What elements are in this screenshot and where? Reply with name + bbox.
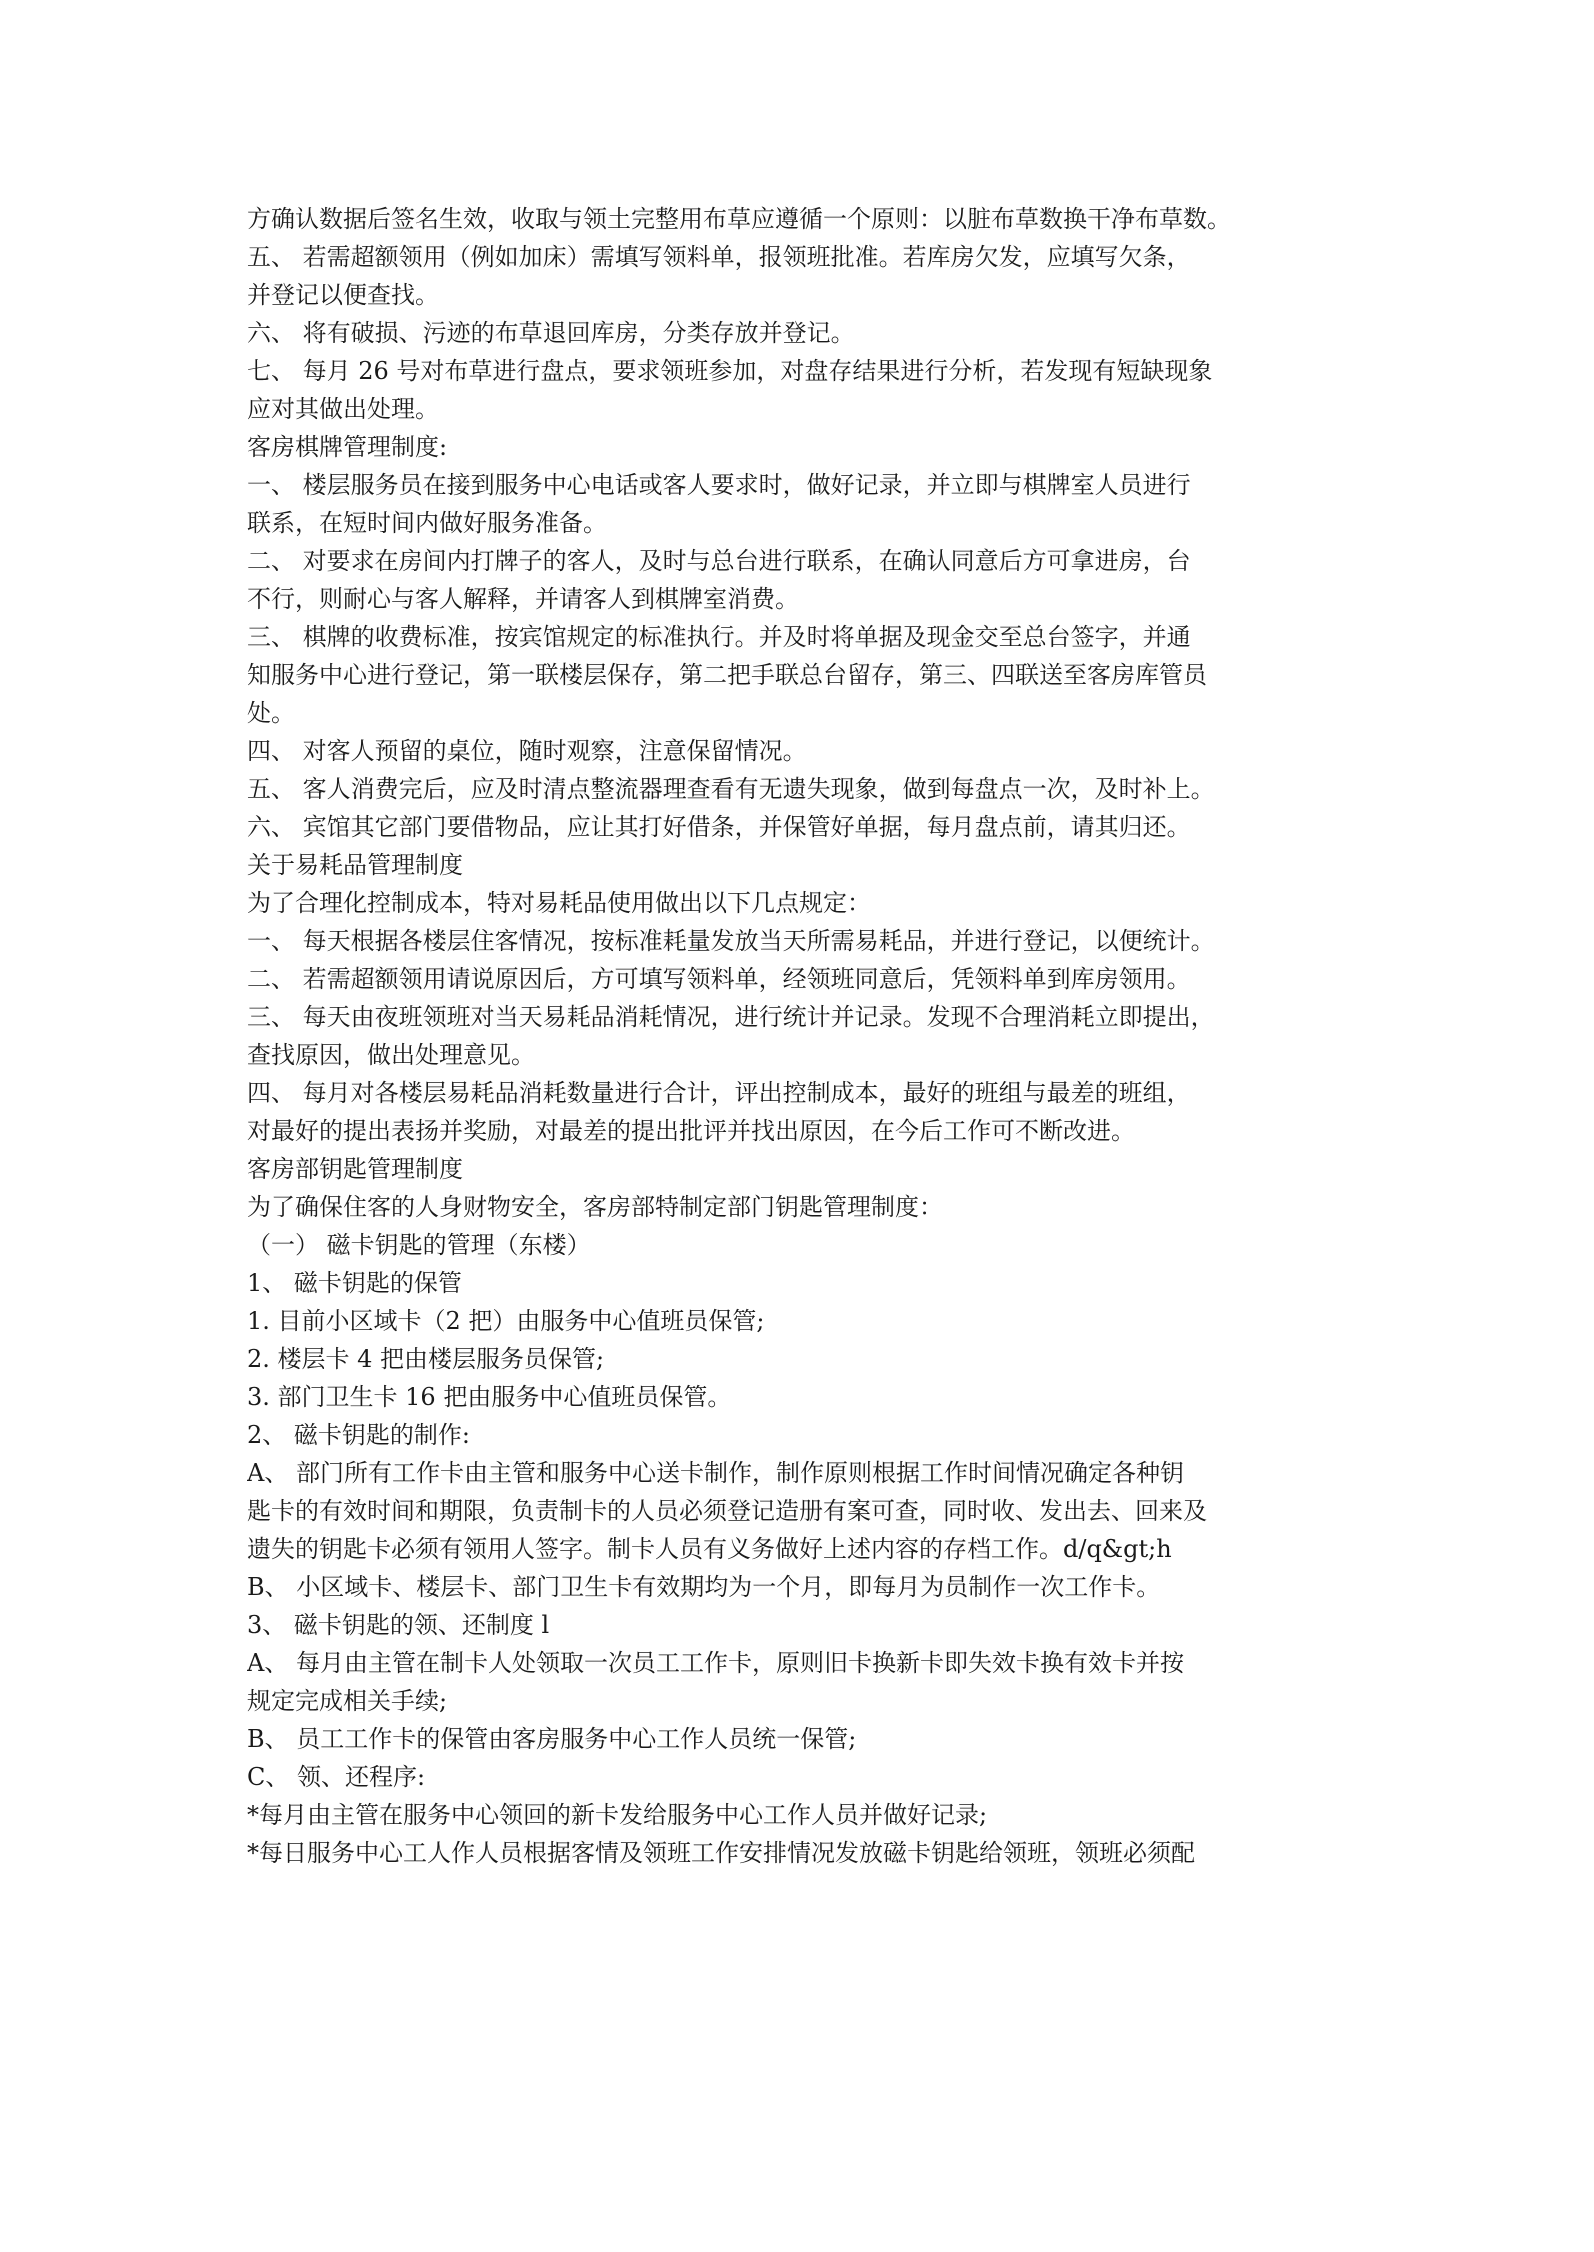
text-line: 匙卡的有效时间和期限，负责制卡的人员必须登记造册有案可查，同时收、发出去、回来及	[247, 1497, 1207, 1525]
text-line: 客房部钥匙管理制度	[247, 1155, 463, 1183]
text-line: 2、 磁卡钥匙的制作:	[247, 1421, 470, 1449]
text-line: *每月由主管在服务中心领回的新卡发给服务中心工作人员并做好记录;	[247, 1801, 988, 1829]
text-line: 查找原因，做出处理意见。	[247, 1041, 535, 1069]
text-line: B、 小区域卡、楼层卡、部门卫生卡有效期均为一个月，即每月为员制作一次工作卡。	[247, 1573, 1161, 1601]
text-line: 一、 楼层服务员在接到服务中心电话或客人要求时，做好记录，并立即与棋牌室人员进行	[247, 471, 1191, 499]
text-line: （一） 磁卡钥匙的管理（东楼）	[247, 1231, 591, 1259]
text-line: 二、 对要求在房间内打牌子的客人，及时与总台进行联系，在确认同意后方可拿进房，台	[247, 547, 1191, 575]
text-line: 联系，在短时间内做好服务准备。	[247, 509, 607, 537]
text-line: 方确认数据后签名生效，收取与领土完整用布草应遵循一个原则：以脏布草数换干净布草数。	[247, 205, 1231, 233]
text-line: 六、 宾馆其它部门要借物品，应让其打好借条，并保管好单据，每月盘点前，请其归还。	[247, 813, 1191, 841]
text-line: 遗失的钥匙卡必须有领用人签字。制卡人员有义务做好上述内容的存档工作。d/q&gt;h	[247, 1535, 1172, 1563]
document-body	[247, 200, 1365, 1872]
text-line: 对最好的提出表扬并奖励，对最差的提出批评并找出原因，在今后工作可不断改进。	[247, 1117, 1135, 1145]
text-line: *每日服务中心工人作人员根据客情及领班工作安排情况发放磁卡钥匙给领班，领班必须配	[247, 1839, 1195, 1867]
text-line: 客房棋牌管理制度:	[247, 433, 448, 461]
text-line: 2. 楼层卡 4 把由楼层服务员保管;	[247, 1345, 605, 1373]
text-line: 1、 磁卡钥匙的保管	[247, 1269, 462, 1297]
text-line: 四、 每月对各楼层易耗品消耗数量进行合计，评出控制成本，最好的班组与最差的班组，	[247, 1079, 1191, 1107]
text-line: 为了合理化控制成本，特对易耗品使用做出以下几点规定：	[247, 889, 871, 917]
text-line: 知服务中心进行登记，第一联楼层保存，第二把手联总台留存，第三、四联送至客房库管员	[247, 661, 1207, 689]
text-line: 规定完成相关手续;	[247, 1687, 448, 1715]
text-line: 3、 磁卡钥匙的领、还制度 l	[247, 1611, 550, 1639]
text-line: 1. 目前小区域卡（2 把）由服务中心值班员保管;	[247, 1307, 765, 1335]
text-line: 五、 客人消费完后，应及时清点整流器理查看有无遗失现象，做到每盘点一次，及时补上。	[247, 775, 1215, 803]
text-line: A、 部门所有工作卡由主管和服务中心送卡制作，制作原则根据工作时间情况确定各种钥	[247, 1459, 1184, 1487]
text-line: 二、 若需超额领用请说原因后，方可填写领料单，经领班同意后，凭领料单到库房领用。	[247, 965, 1191, 993]
text-line: A、 每月由主管在制卡人处领取一次员工工作卡，原则旧卡换新卡即失效卡换有效卡并按	[247, 1649, 1184, 1677]
text-line: B、 员工工作卡的保管由客房服务中心工作人员统一保管;	[247, 1725, 857, 1753]
text-line: 应对其做出处理。	[247, 395, 439, 423]
text-line: C、 领、还程序:	[247, 1763, 426, 1791]
text-line: 七、 每月 26 号对布草进行盘点，要求领班参加，对盘存结果进行分析，若发现有短缺现象	[247, 357, 1213, 385]
text-line: 关于易耗品管理制度	[247, 851, 463, 879]
text-line: 并登记以便查找。	[247, 281, 439, 309]
text-line: 一、 每天根据各楼层住客情况，按标准耗量发放当天所需易耗品，并进行登记，以便统计。	[247, 927, 1215, 955]
text-line: 处。	[247, 699, 295, 727]
text-line: 三、 棋牌的收费标准，按宾馆规定的标准执行。并及时将单据及现金交至总台签字，并通	[247, 623, 1191, 651]
text-line: 五、 若需超额领用（例如加床）需填写领料单，报领班批准。若库房欠发，应填写欠条，	[247, 243, 1191, 271]
text-line: 不行，则耐心与客人解释，并请客人到棋牌室消费。	[247, 585, 799, 613]
text-line: 3. 部门卫生卡 16 把由服务中心值班员保管。	[247, 1383, 732, 1411]
text-line: 四、 对客人预留的桌位，随时观察，注意保留情况。	[247, 737, 807, 765]
text-line: 三、 每天由夜班领班对当天易耗品消耗情况，进行统计并记录。发现不合理消耗立即提出，	[247, 1003, 1215, 1031]
text-line: 六、 将有破损、污迹的布草退回库房，分类存放并登记。	[247, 319, 855, 347]
text-line: 为了确保住客的人身财物安全，客房部特制定部门钥匙管理制度：	[247, 1193, 943, 1221]
